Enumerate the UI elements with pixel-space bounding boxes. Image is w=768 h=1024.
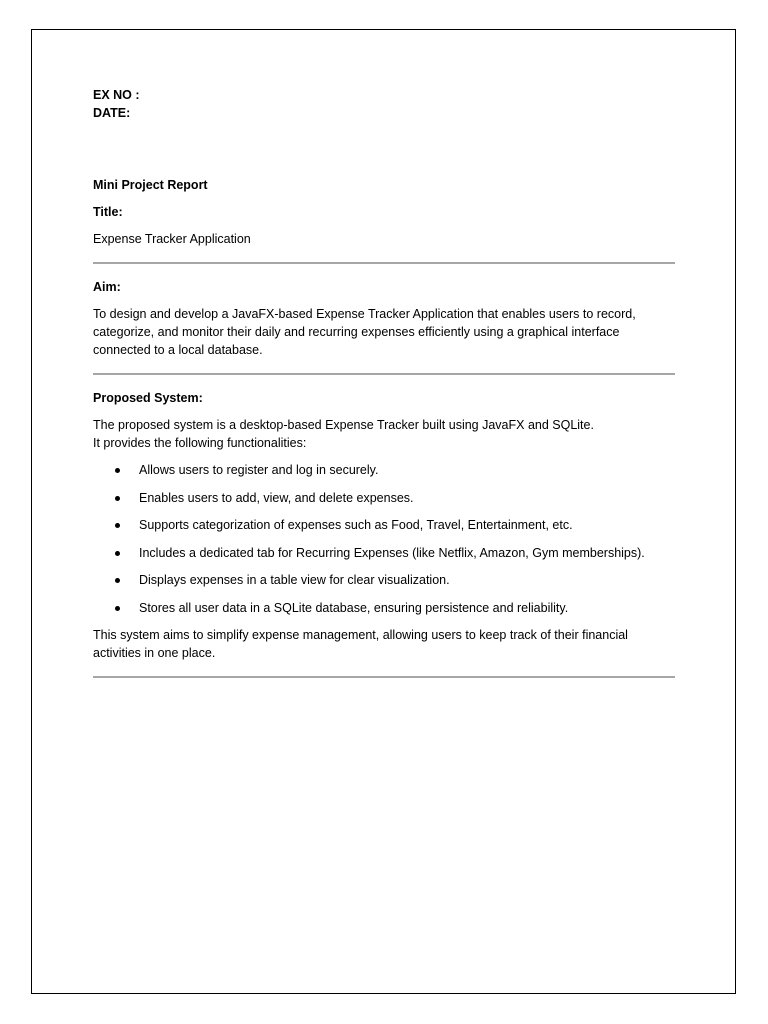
- aim-paragraph: [93, 305, 675, 359]
- section-divider: [93, 262, 675, 264]
- list-item-text: Enables users to add, view, and delete expenses.: [139, 490, 414, 505]
- bullet-icon: [115, 551, 120, 556]
- bullet-icon: [115, 468, 120, 473]
- title-label: Title:: [93, 205, 123, 219]
- header-block: [93, 86, 675, 122]
- intro-line: It provides the following functionalities:: [93, 436, 307, 450]
- proposed-system-intro: [93, 416, 675, 452]
- list-item: [93, 571, 675, 589]
- bullet-icon: [115, 606, 120, 611]
- list-item: [93, 599, 675, 617]
- bullet-icon: [115, 496, 120, 501]
- bullet-icon: [115, 578, 120, 583]
- list-item-text: Supports categorization of expenses such as Food, Travel, Entertainment, etc.: [139, 518, 573, 532]
- list-item-text: Stores all user data in a SQLite database, ensuring persistence and reliability.: [139, 600, 569, 615]
- section-divider: [93, 373, 675, 375]
- ex-no-label: EX NO :: [93, 88, 140, 102]
- closing-paragraph: [93, 626, 675, 662]
- report-heading: Mini Project Report: [93, 178, 208, 192]
- aim-line: To design and develop a JavaFX-based Expense Tracker Application that enables users to record,: [93, 307, 636, 321]
- list-item-text: Allows users to register and log in securely.: [139, 463, 379, 477]
- document-body: [93, 86, 675, 692]
- list-item: [93, 516, 675, 534]
- date-label: DATE:: [93, 106, 131, 120]
- section-divider: [93, 676, 675, 678]
- header-spacer: [93, 122, 675, 176]
- closing-line: This system aims to simplify expense management, allowing users to keep track of their financial: [93, 628, 628, 642]
- title-value: Expense Tracker Application: [93, 232, 251, 246]
- intro-line: The proposed system is a desktop-based Expense Tracker built using JavaFX and SQLite.: [93, 418, 594, 432]
- closing-line: activities in one place.: [93, 646, 216, 660]
- list-item-text: Includes a dedicated tab for Recurring Expenses (like Netflix, Amazon, Gym memberships).: [139, 545, 645, 560]
- list-item-text: Displays expenses in a table view for clear visualization.: [139, 573, 450, 587]
- functionality-list: [93, 461, 675, 617]
- list-item: [93, 489, 675, 507]
- aim-line: categorize, and monitor their daily and recurring expenses efficiently using a graphical interface: [93, 325, 620, 339]
- bullet-icon: [115, 523, 120, 528]
- aim-label: Aim:: [93, 280, 121, 294]
- aim-line: connected to a local database.: [93, 343, 263, 357]
- list-item: [93, 544, 675, 562]
- proposed-system-label: Proposed System:: [93, 391, 203, 405]
- list-item: [93, 461, 675, 479]
